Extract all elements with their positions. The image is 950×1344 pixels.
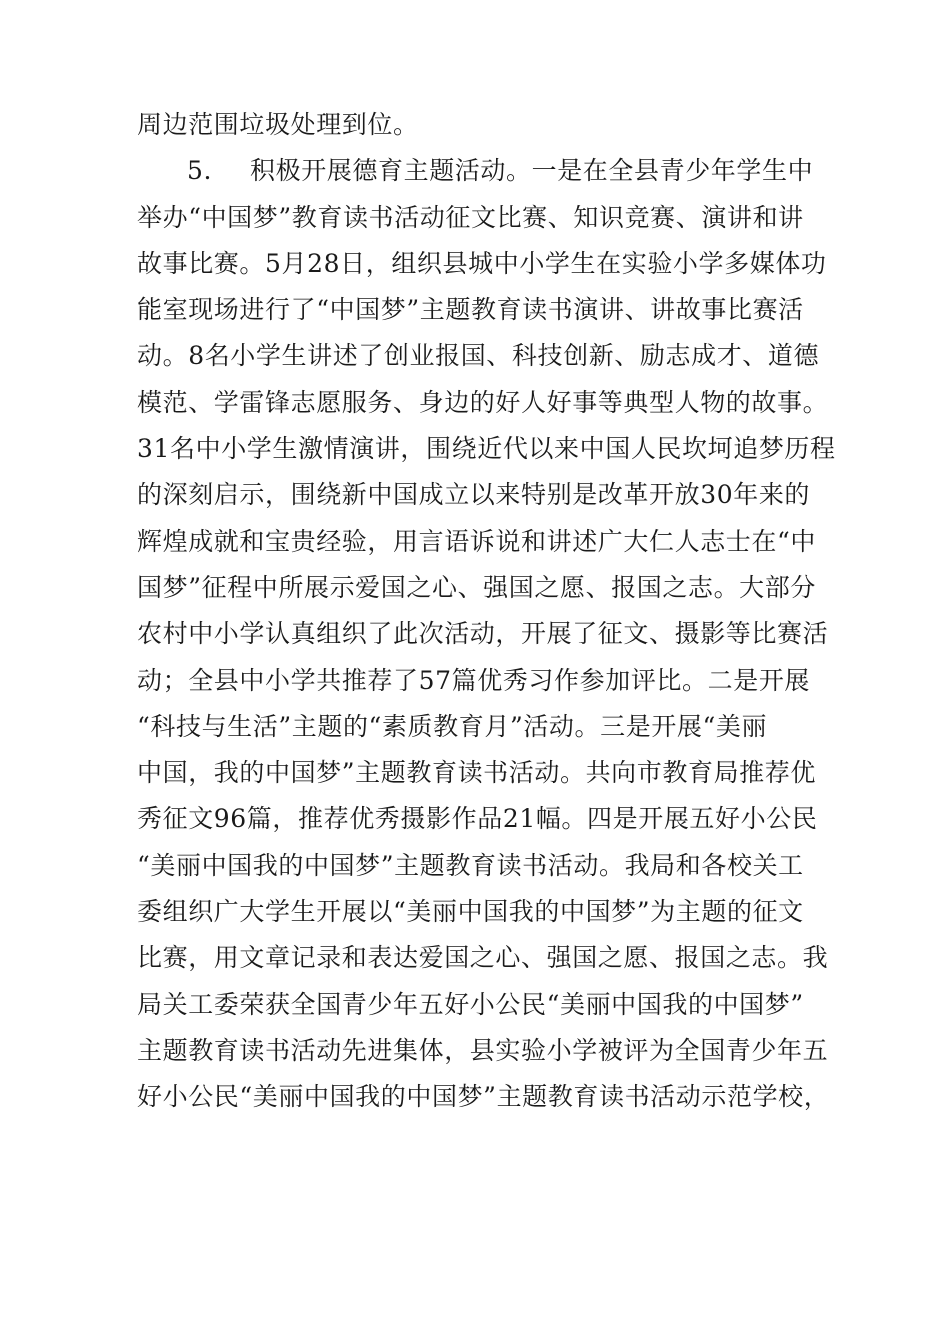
item-heading-line (137, 148, 837, 194)
text-line: 周边范围垃圾处理到位。 (137, 110, 419, 139)
text-line: 动。8名小学生讲述了创业报国、科技创新、励志成才、道德 (137, 341, 820, 371)
text-line: 31名中小学生激情演讲，围绕近代以来中国人民坎坷追梦历程 (137, 434, 836, 464)
text-line: 的深刻启示，围绕新中国成立以来特别是改革开放30年来的 (137, 480, 811, 510)
text-line: 主题教育读书活动先进集体，县实验小学被评为全国青少年五 (137, 1035, 829, 1065)
text-line: 国梦”征程中所展示爱国之心、强国之愿、报国之志。大部分 (137, 572, 816, 602)
text-line: 好小公民“美丽中国我的中国梦”主题教育读书活动示范学校， (137, 1082, 830, 1112)
text-line: 秀征文96篇，推荐优秀摄影作品21幅。四是开展五好小公民 (137, 804, 818, 834)
item-heading-text: 积极开展德育主题活动。一是在全县青少年学生中 (250, 156, 814, 186)
text-line: 中国，我的中国梦”主题教育读书活动。共向市教育局推荐优 (137, 758, 816, 788)
text-line: 故事比赛。5月28日，组织县城中小学生在实验小学多媒体功 (137, 248, 827, 278)
text-line: 动；全县中小学共推荐了57篇优秀习作参加评比。二是开展 (137, 665, 811, 695)
text-line: 比赛，用文章记录和表达爱国之心、强国之愿、报国之志。我 (137, 943, 829, 973)
text-line: 模范、学雷锋志愿服务、身边的好人好事等典型人物的故事。 (137, 387, 829, 417)
text-line: 局关工委荣获全国青少年五好小公民“美丽中国我的中国梦” (137, 989, 804, 1019)
text-line: 能室现场进行了“中国梦”主题教育读书演讲、讲故事比赛活 (137, 295, 804, 325)
text-line: 委组织广大学生开展以“美丽中国我的中国梦”为主题的征文 (137, 897, 804, 927)
text-line: 辉煌成就和宝贵经验，用言语诉说和讲述广大仁人志士在“中 (137, 526, 816, 556)
text-line: 举办“中国梦”教育读书活动征文比赛、知识竞赛、演讲和讲 (137, 202, 804, 232)
body-text (137, 102, 837, 1121)
text-line: 农村中小学认真组织了此次活动，开展了征文、摄影等比赛活 (137, 619, 829, 649)
text-line: “科技与生活”主题的“素质教育月”活动。三是开展“美丽 (137, 711, 768, 741)
text-line: “美丽中国我的中国梦”主题教育读书活动。我局和各校关工 (137, 850, 804, 880)
list-item-number: 5. (187, 156, 213, 186)
